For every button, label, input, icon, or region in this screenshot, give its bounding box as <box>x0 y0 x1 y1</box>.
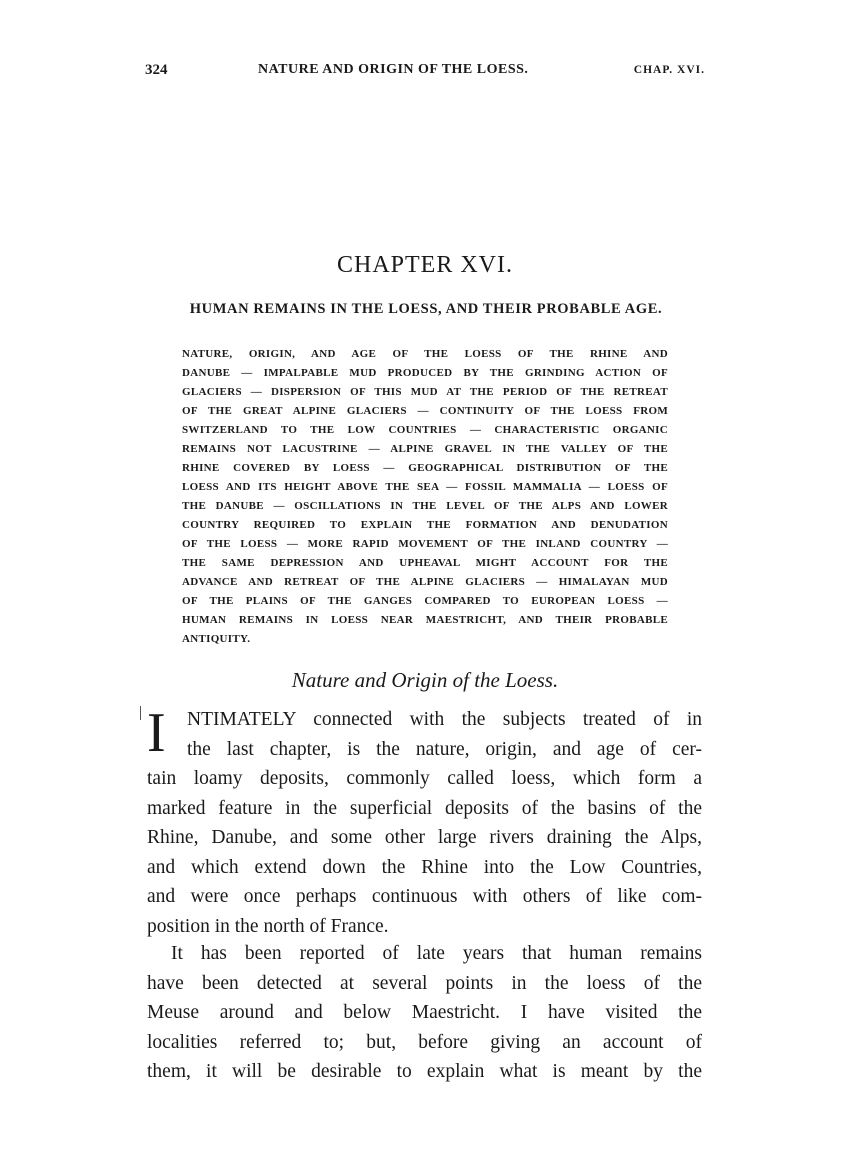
running-chapter: CHAP. XVI. <box>633 64 705 76</box>
section-heading: Nature and Origin of the Loess. <box>291 668 559 692</box>
chapter-subtitle: HUMAN REMAINS IN THE LOESS, AND THEIR PROBABLE AGE. <box>189 301 663 317</box>
paragraph-line: have been detected at several points in the loess of the <box>147 972 702 994</box>
synopsis-line: THE DANUBE — OSCILLATIONS IN THE LEVEL OF THE ALPS AND LOWER <box>182 500 668 512</box>
paragraph-line: and which extend down the Rhine into the Low Countries, <box>147 856 702 878</box>
synopsis-line: OF THE PLAINS OF THE GANGES COMPARED TO EUROPEAN LOESS — <box>182 595 668 607</box>
chapter-synopsis <box>182 345 668 649</box>
paragraph <box>147 702 702 941</box>
synopsis-line: DANUBE — IMPALPABLE MUD PRODUCED BY THE GRINDING ACTION OF <box>182 367 668 379</box>
synopsis-line: OF THE GREAT ALPINE GLACIERS — CONTINUITY OF THE LOESS FROM <box>182 405 668 417</box>
chapter-title: CHAPTER XVI. <box>336 252 513 278</box>
synopsis-line: GLACIERS — DISPERSION OF THIS MUD AT THE PERIOD OF THE RETREAT <box>182 386 668 398</box>
paragraph <box>147 939 702 1087</box>
synopsis-line: RHINE COVERED BY LOESS — GEOGRAPHICAL DISTRIBUTION OF THE <box>182 462 668 474</box>
paragraph-line: the last chapter, is the nature, origin, and age of cer- <box>187 738 702 760</box>
paragraph-line: position in the north of France. <box>147 915 389 937</box>
running-title: NATURE AND ORIGIN OF THE LOESS. <box>258 62 529 77</box>
synopsis-line: ANTIQUITY. <box>182 633 251 645</box>
paragraph-line: marked feature in the superficial deposits of the basins of the <box>147 797 702 819</box>
paragraph-line: them, it will be desirable to explain what is meant by the <box>147 1061 702 1082</box>
synopsis-line: NATURE, ORIGIN, AND AGE OF THE LOESS OF THE RHINE AND <box>182 348 668 360</box>
synopsis-line: REMAINS NOT LACUSTRINE — ALPINE GRAVEL IN THE VALLEY OF THE <box>182 443 668 455</box>
paragraph-line: and were once perhaps continuous with others of like com- <box>147 886 702 907</box>
synopsis-line: HUMAN REMAINS IN LOESS NEAR MAESTRICHT, AND THEIR PROBABLE <box>182 614 668 626</box>
synopsis-line: SWITZERLAND TO THE LOW COUNTRIES — CHARACTERISTIC ORGANIC <box>182 424 668 436</box>
synopsis-line: THE SAME DEPRESSION AND UPHEAVAL MIGHT ACCOUNT FOR THE <box>182 557 668 569</box>
running-head <box>145 62 705 84</box>
paragraph-line: NTIMATELY connected with the subjects treated of in <box>187 709 702 730</box>
paragraph-line: Rhine, Danube, and some other large rivers draining the Alps, <box>147 827 702 848</box>
synopsis-line: COUNTRY REQUIRED TO EXPLAIN THE FORMATION AND DENUDATION <box>182 519 668 531</box>
paragraph-line: Meuse around and below Maestricht. I have visited the <box>147 1002 702 1023</box>
synopsis-line: LOESS AND ITS HEIGHT ABOVE THE SEA — FOSSIL MAMMALIA — LOESS OF <box>182 481 668 493</box>
synopsis-line: ADVANCE AND RETREAT OF THE ALPINE GLACIERS — HIMALAYAN MUD <box>182 576 668 588</box>
paragraph-line: localities referred to; but, before giving an account of <box>147 1031 702 1053</box>
drop-cap: I <box>147 702 166 764</box>
synopsis-line: OF THE LOESS — MORE RAPID MOVEMENT OF THE INLAND COUNTRY — <box>182 538 668 550</box>
page-number: 324 <box>145 62 168 78</box>
paragraph-line: It has been reported of late years that human remains <box>171 943 702 964</box>
paragraph-line: tain loamy deposits, commonly called loess, which form a <box>147 768 702 789</box>
margin-mark <box>140 706 141 720</box>
